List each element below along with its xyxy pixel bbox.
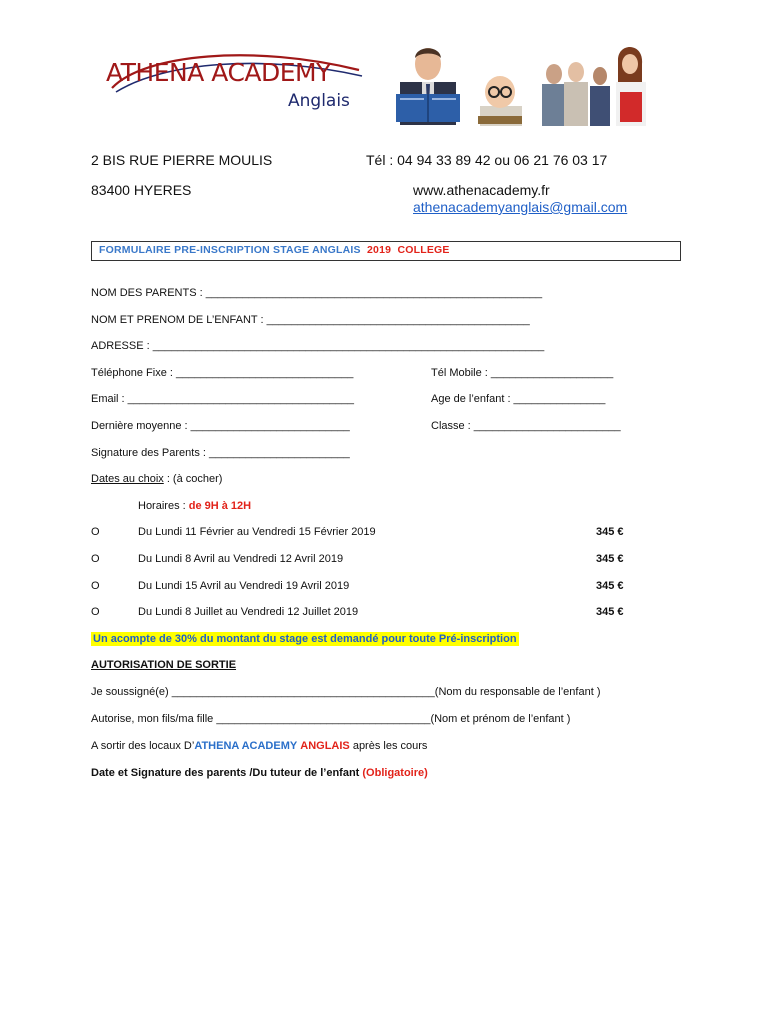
website-text: www.athenacademy.fr: [413, 182, 550, 198]
form-title: [99, 244, 450, 256]
city-address: 83400 HYERES: [91, 182, 192, 198]
form-title-box: [91, 241, 681, 261]
logo-sub-text: Anglais: [288, 91, 350, 111]
field-phone-fixed[interactable]: Téléphone Fixe : _____________________________: [91, 367, 354, 379]
date-option-price: 345 €: [596, 526, 624, 538]
exit-brand-sub: ANGLAIS: [300, 740, 350, 752]
street-address: 2 BIS RUE PIERRE MOULIS: [91, 152, 273, 168]
date-option-text: Du Lundi 8 Avril au Vendredi 12 Avril 2019: [138, 553, 344, 565]
field-phone-mobile[interactable]: Tél Mobile : ____________________: [431, 367, 614, 379]
dates-label: [91, 473, 222, 485]
form-title-year: 2019: [367, 244, 392, 256]
exit-text-end: après les cours: [349, 740, 428, 752]
authorization-title: AUTORISATION DE SORTIE: [91, 659, 237, 671]
exit-brand-name: ATHENA ACADEMY: [194, 740, 298, 752]
email-link[interactable]: athenacademyanglais@gmail.com: [413, 199, 628, 215]
date-option-text: Du Lundi 8 Juillet au Vendredi 12 Juillet 2019: [138, 606, 359, 618]
logo-main-text: ATHENA ACADEMY: [106, 58, 331, 87]
exit-text-start: A sortir des locaux D’: [91, 740, 195, 752]
date-option-checkbox[interactable]: O: [91, 580, 100, 592]
date-option-checkbox[interactable]: O: [91, 526, 100, 538]
field-email[interactable]: Email : _____________________________________: [91, 393, 355, 405]
authorization-line-child[interactable]: [91, 713, 570, 725]
date-option-price: 345 €: [596, 606, 624, 618]
field-parents-signature[interactable]: Signature des Parents : _______________________: [91, 447, 350, 459]
phone-number: Tél : 04 94 33 89 42 ou 06 21 76 03 17: [366, 152, 608, 168]
field-last-average[interactable]: Dernière moyenne : __________________________: [91, 420, 350, 432]
date-option-price: 345 €: [596, 580, 624, 592]
date-option-checkbox[interactable]: O: [91, 553, 100, 565]
dates-label-text: Dates au choix: [91, 473, 164, 485]
authorization-line-exit: [91, 740, 427, 752]
guardian-blank[interactable]: Je soussigné(e) ___________________________________________: [91, 686, 435, 698]
field-parents-name[interactable]: NOM DES PARENTS : _______________________________________________________: [91, 287, 543, 299]
hours-line: [138, 500, 251, 512]
field-address[interactable]: ADRESSE : ________________________________________________________________: [91, 340, 545, 352]
date-option-text: Du Lundi 15 Avril au Vendredi 19 Avril 2019: [138, 580, 350, 592]
date-option-checkbox[interactable]: O: [91, 606, 100, 618]
signature-label: Date et Signature des parents /Du tuteur de l’enfant: [91, 767, 363, 779]
authorization-line-guardian[interactable]: [91, 686, 601, 698]
teacher-with-book-photo: [388, 40, 468, 125]
date-option-price: 345 €: [596, 553, 624, 565]
deposit-notice: Un acompte de 30% du montant du stage est demandé pour toute Pré-inscription: [93, 633, 517, 645]
authorization-signature-line: [91, 767, 428, 779]
hours-label: Horaires :: [138, 500, 189, 512]
dates-label-suffix: : (à cocher): [163, 473, 223, 485]
child-blank[interactable]: Autorise, mon fils/ma fille ___________________________________: [91, 713, 431, 725]
guardian-hint: (Nom du responsable de l’enfant ): [434, 686, 601, 698]
form-title-level: COLLEGE: [397, 244, 450, 256]
field-class[interactable]: Classe : ________________________: [431, 420, 621, 432]
athena-academy-logo: [104, 48, 369, 120]
field-child-age[interactable]: Age de l’enfant : _______________: [431, 393, 606, 405]
baby-with-glasses-photo: [470, 70, 532, 126]
signature-mandatory: (Obligatoire): [362, 767, 428, 779]
child-hint: (Nom et prénom de l’enfant ): [430, 713, 571, 725]
students-group-photo: [534, 42, 660, 126]
date-option-text: Du Lundi 11 Février au Vendredi 15 Février 2019: [138, 526, 376, 538]
hours-value: de 9H à 12H: [188, 500, 252, 512]
form-title-prefix: FORMULAIRE PRE-INSCRIPTION STAGE ANGLAIS: [99, 244, 361, 256]
field-child-name[interactable]: NOM ET PRENOM DE L’ENFANT : ___________________________________________: [91, 314, 530, 326]
